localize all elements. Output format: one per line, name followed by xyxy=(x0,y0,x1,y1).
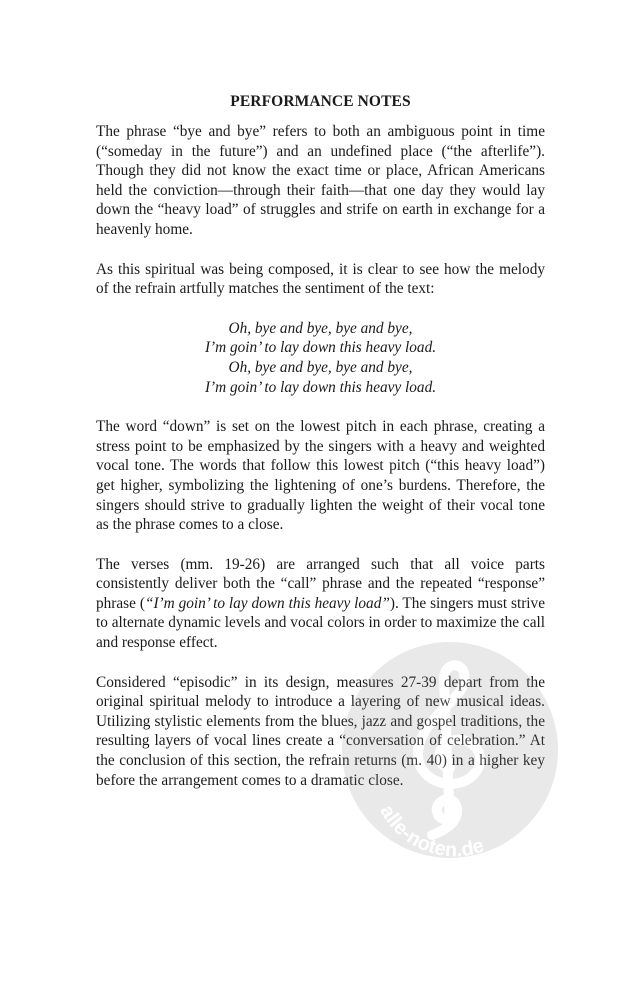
refrain-verse xyxy=(96,319,545,397)
paragraph-verses xyxy=(96,555,545,653)
paragraph-verses-quote: “I’m goin’ to lay down this heavy load” xyxy=(144,594,390,612)
paragraph-verses-text-a: The verses (mm. 19-26) are arranged such that all voice parts consistently deliver both the “call” phrase and the repeated “response” phrase ( xyxy=(96,555,545,612)
paragraph-verses-text-b: ). The singers must strive to alternate dynamic levels and vocal colors in order to maximize the call and response effect. xyxy=(96,594,545,652)
watermark xyxy=(340,640,560,860)
verse-line: I’m goin’ to lay down this heavy load. xyxy=(204,378,437,396)
paragraph-down-word: The word “down” is set on the lowest pitch in each phrase, creating a stress point to be emphasized by the singers with a heavy and weighted vocal tone. The words that follow this lowest pitch (“this heavy load”) get higher, symbolizing the lightening of one’s burdens. Therefore, the singers should strive to gradually lighten the weight of their vocal tone as the phrase comes to a close. xyxy=(96,418,545,534)
paragraph-meaning: The phrase “bye and bye” refers to both an ambiguous point in time (“someday in the future”) and an undefined place (“the afterlife”). Though they did not know the exact time or place, African Americans held the conviction—through their faith—that one day they would lay down the “heavy load” of struggles and strife on earth in exchange for a heavenly home. xyxy=(96,123,545,238)
watermark-text: alle-noten.de xyxy=(375,801,487,860)
page-title: PERFORMANCE NOTES xyxy=(230,93,411,110)
paragraph-episodic: Considered “episodic” in its design, measures 27-39 depart from the original spiritual melody to introduce a layering of new musical ideas. Utilizing stylistic elements from the blues, jazz and gospel traditions, the resulting layers of vocal lines create a “conversation of celebration.” At the conclusion of this section, the refrain returns (m. 40) in a higher key before the arrangement comes to a dramatic close. xyxy=(96,673,545,789)
paragraph-melody-intro: As this spiritual was being composed, it is clear to see how the melody of the refrain artfully matches the sentiment of the text: xyxy=(96,260,545,298)
verse-line: I’m goin’ to lay down this heavy load. xyxy=(204,339,437,357)
verse-line: Oh, bye and bye, bye and bye, xyxy=(228,319,413,337)
verse-line: Oh, bye and bye, bye and bye, xyxy=(228,358,413,376)
